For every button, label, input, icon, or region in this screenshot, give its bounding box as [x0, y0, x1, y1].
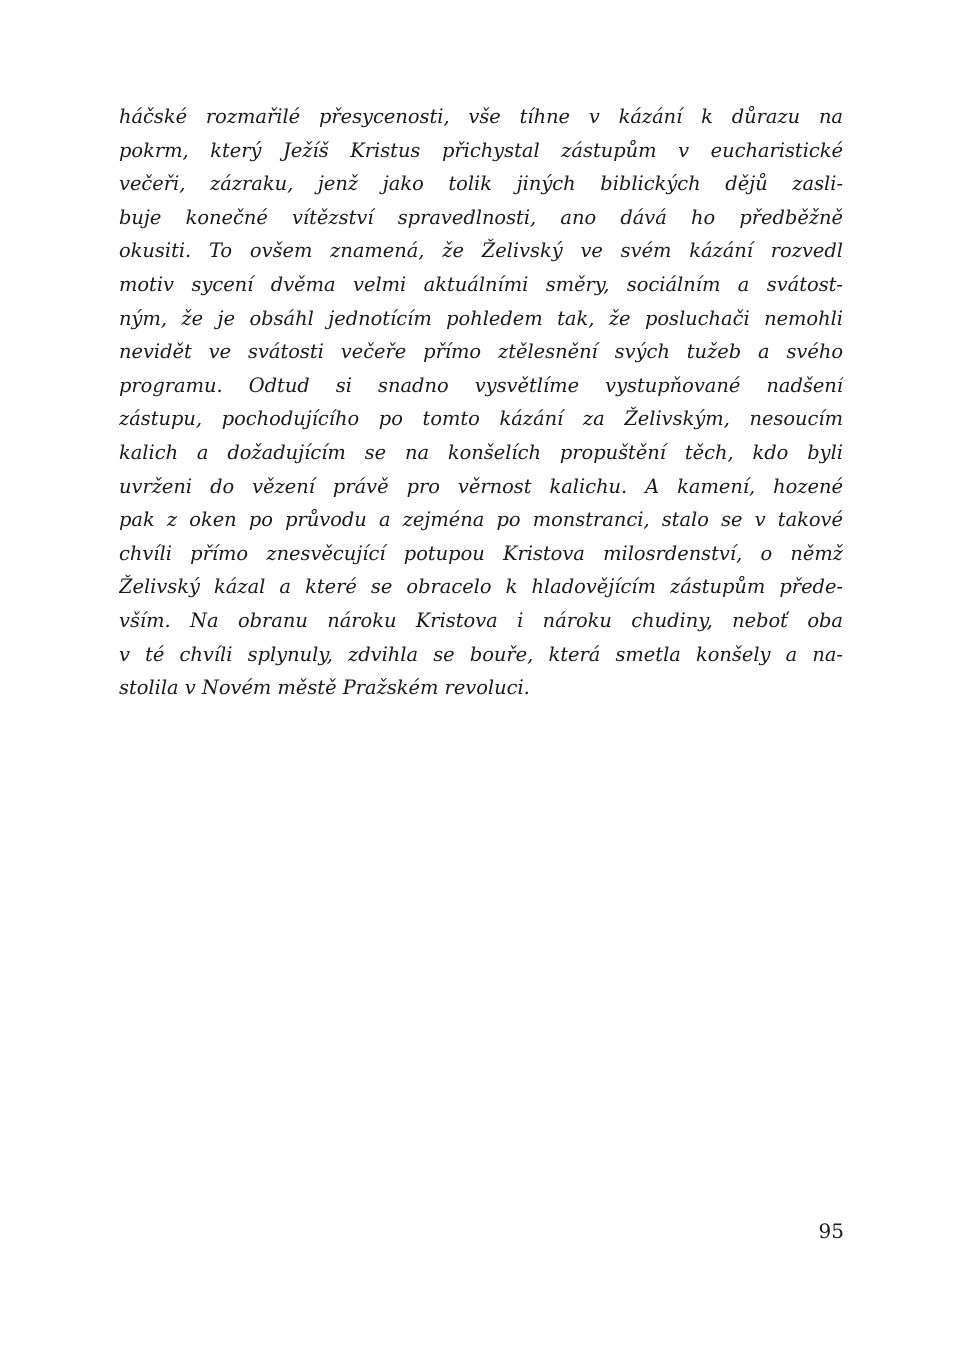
text-line: kalich a dožadujícím se na konšelích propuštění těch, kdo byli [119, 440, 843, 464]
text-line: pokrm, který Ježíš Kristus přichystal zástupům v eucharistické [119, 138, 843, 162]
text-line: motiv sycení dvěma velmi aktuálními směry, sociálním a svátost- [119, 272, 843, 296]
page-number: 95 [818, 1219, 844, 1243]
text-line: chvíli přímo znesvěcující potupou Kristova milosrdenství, o němž [119, 541, 843, 565]
body-paragraph [119, 100, 843, 705]
text-line: stolila v Novém městě Pražském revoluci. [119, 676, 530, 700]
text-line: pak z oken po průvodu a zejména po monstranci, stalo se v takové [119, 508, 843, 532]
text-line: buje konečné vítězství spravedlnosti, ano dává ho předběžně [119, 205, 843, 229]
text-line: zástupu, pochodujícího po tomto kázání za Želivským, nesoucím [119, 407, 843, 431]
text-line: okusiti. To ovšem znamená, že Želivský ve svém kázání rozvedl [119, 239, 843, 263]
text-line: nevidět ve svátosti večeře přímo ztělesnění svých tužeb a svého [119, 340, 843, 364]
text-line: vším. Na obranu nároku Kristova i nároku chudiny, neboť oba [119, 608, 843, 632]
text-line: uvrženi do vězení právě pro věrnost kalichu. A kamení, hozené [119, 474, 843, 498]
text-line: v té chvíli splynuly, zdvihla se bouře, která smetla konšely a na- [119, 642, 843, 666]
text-line: programu. Odtud si snadno vysvětlíme vystupňované nadšení [119, 373, 843, 397]
text-line: Želivský kázal a které se obracelo k hladovějícím zástupům přede- [119, 575, 843, 599]
text-line: ným, že je obsáhl jednotícím pohledem tak, že posluchači nemohli [119, 306, 843, 330]
text-line: večeři, zázraku, jenž jako tolik jiných biblických dějů zasli- [119, 172, 843, 196]
text-line: háčské rozmařilé přesycenosti, vše tíhne v kázání k důrazu na [119, 105, 843, 128]
